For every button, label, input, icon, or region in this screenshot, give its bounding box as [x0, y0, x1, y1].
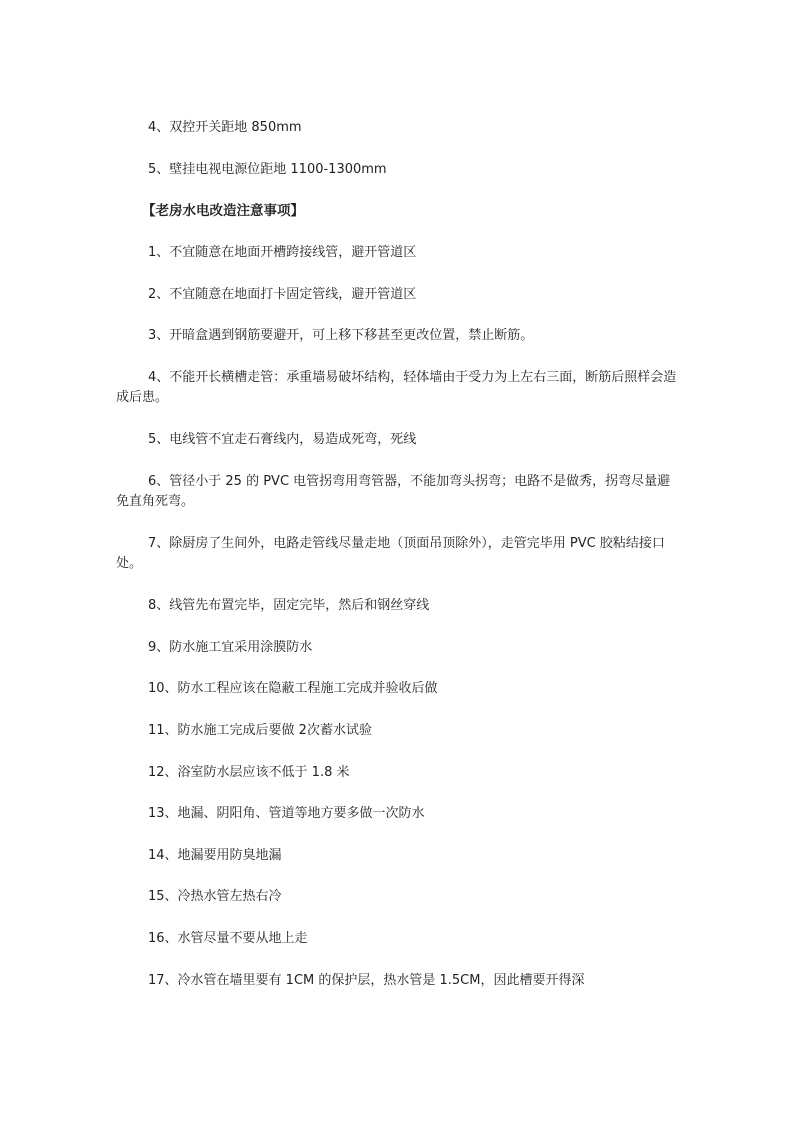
paragraph-note-14: 14、地漏要用防臭地漏 — [148, 848, 282, 863]
paragraph-note-3: 3、开暗盒遇到钢筋要避开，可上移下移甚至更改位置，禁止断筋。 — [148, 328, 534, 343]
paragraph-note-7: 7、除厨房了生间外，电路走管线尽量走地（顶面吊顶除外），走管完毕用 PVC 胶粘结接口处。 — [116, 536, 665, 571]
paragraph-note-2: 2、不宜随意在地面打卡固定管线，避开管道区 — [148, 287, 417, 302]
paragraph-item-4-switch-height: 4、双控开关距地 850mm — [148, 120, 302, 135]
paragraph-note-17: 17、冷水管在墙里要有 1CM 的保护层，热水管是 1.5CM，因此槽要开得深 — [148, 973, 585, 988]
paragraph-note-5: 5、电线管不宜走石膏线内，易造成死弯，死线 — [148, 432, 417, 447]
paragraph-note-10: 10、防水工程应该在隐蔽工程施工完成并验收后做 — [148, 681, 438, 696]
paragraph-note-8: 8、线管先布置完毕，固定完毕，然后和钢丝穿线 — [148, 598, 430, 613]
paragraph-note-4: 4、不能开长横槽走管：承重墙易破坏结构，轻体墙由于受力为上左右三面，断筋后照样会造成后患。 — [116, 370, 677, 405]
paragraph-item-5-tv-power-height: 5、壁挂电视电源位距地 1100-1300mm — [148, 162, 387, 177]
section-heading: 【老房水电改造注意事项】 — [142, 203, 304, 219]
paragraph-note-6: 6、管径小于 25 的 PVC 电管拐弯用弯管器，不能加弯头拐弯；电路不是做秀，拐弯尽量避免直角死弯。 — [116, 474, 671, 509]
paragraph-note-1: 1、不宜随意在地面开槽跨接线管，避开管道区 — [148, 245, 417, 260]
paragraph-note-11: 11、防水施工完成后要做 2次蓄水试验 — [148, 723, 372, 738]
paragraph-note-12: 12、浴室防水层应该不低于 1.8 米 — [148, 765, 350, 780]
paragraph-note-16: 16、水管尽量不要从地上走 — [148, 931, 308, 946]
paragraph-note-9: 9、防水施工宜采用涂膜防水 — [148, 640, 313, 655]
paragraph-note-15: 15、冷热水管左热右冷 — [148, 889, 282, 904]
paragraph-note-13: 13、地漏、阴阳角、管道等地方要多做一次防水 — [148, 806, 425, 821]
